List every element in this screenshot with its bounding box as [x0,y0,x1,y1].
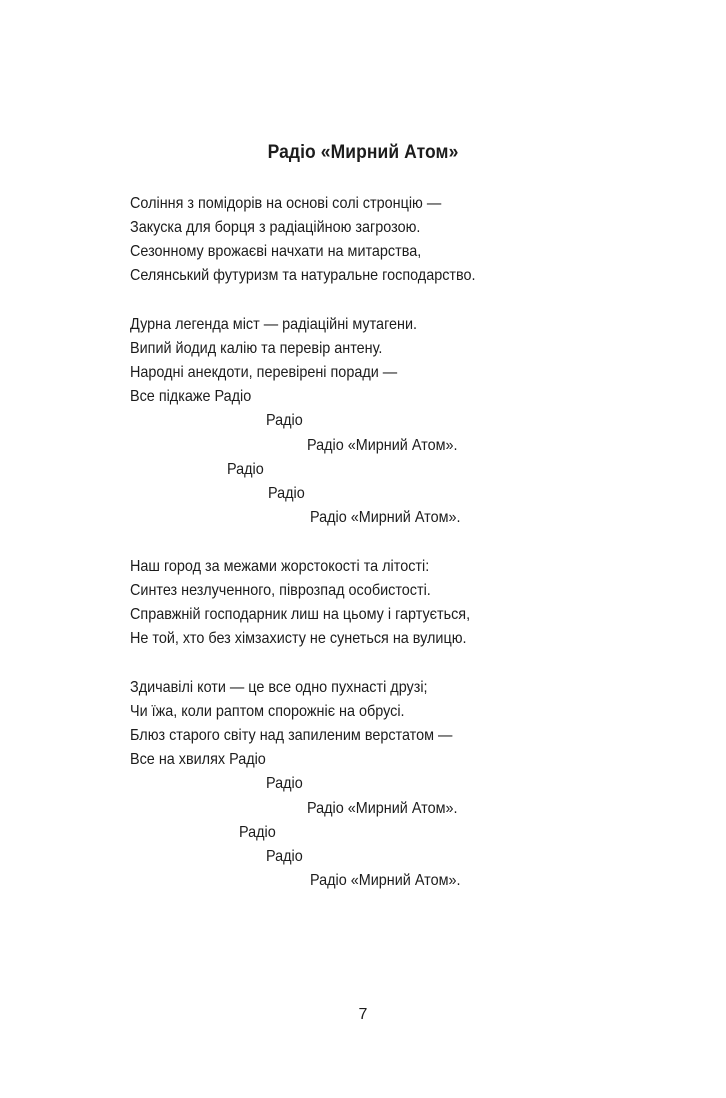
poem-line: Все на хвилях Радіо [130,751,266,768]
poem-line: Селянський футуризм та натуральне господарство. [130,267,476,284]
poem-line: Не той, хто без хімзахисту не сунеться на вулицю. [130,630,467,647]
poem-line: Народні анекдоти, перевірені поради — [130,364,398,381]
poem-line-indented: Радіо [227,461,264,478]
page-number: 7 [358,1006,368,1023]
poem-line: Здичавілі коти — це все одно пухнасті друзі; [130,679,428,696]
poem-line: Чи їжа, коли раптом спорожніє на обрусі. [130,703,405,720]
poem-line-indented: Радіо [268,485,305,502]
poem-line-indented: Радіо [266,775,303,792]
poem-line: Соління з помідорів на основі солі стронцію — [130,195,442,212]
poem-title: Радіо «Мирний Атом» [267,142,459,163]
poem-line: Все підкаже Радіо [130,388,252,405]
poem-line-indented: Радіо «Мирний Атом». [310,509,461,526]
poem-line: Синтез незлученного, піврозпад особистості. [130,582,431,599]
poem-line: Наш город за межами жорстокості та літості: [130,558,430,575]
poem-line-indented: Радіо «Мирний Атом». [307,437,458,454]
poem-line: Блюз старого світу над запиленим верстатом — [130,727,453,744]
poem-line-indented: Радіо [266,848,303,865]
poem-line: Закуска для борця з радіаційною загрозою. [130,219,421,236]
poem-line: Сезонному врожаєві начхати на митарства, [130,243,422,260]
poem-line-indented: Радіо «Мирний Атом». [310,872,461,889]
poem-line: Справжній господарник лиш на цьому і гартується, [130,606,471,623]
poem-line-indented: Радіо [266,412,303,429]
poem-line: Випий йодид калію та перевір антену. [130,340,383,357]
poem-line-indented: Радіо «Мирний Атом». [307,800,458,817]
poem-line: Дурна легенда міст — радіаційні мутагени. [130,316,418,333]
poem-line-indented: Радіо [239,824,276,841]
